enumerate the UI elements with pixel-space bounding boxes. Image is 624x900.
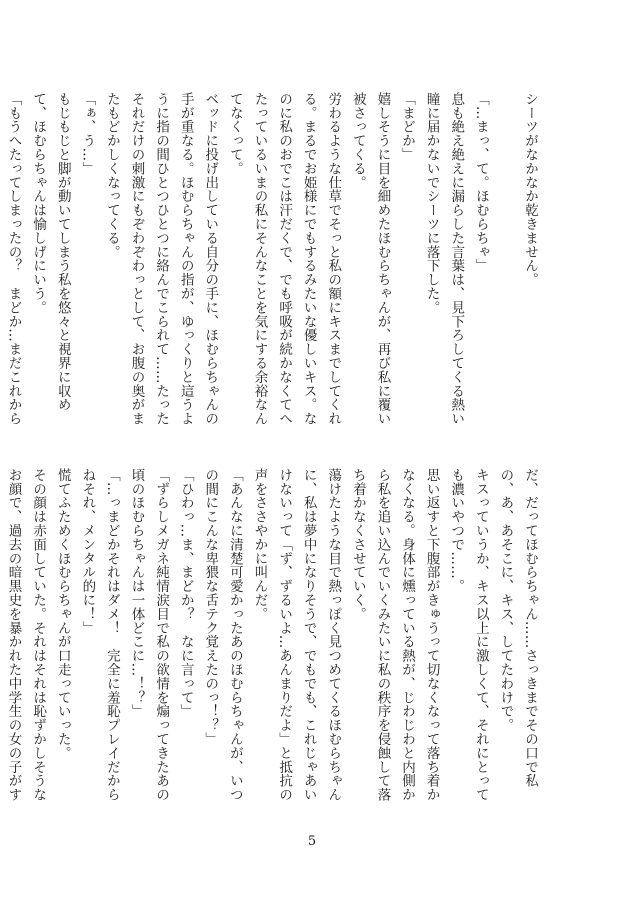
lower-paragraph: 慌てふためくほむらちゃんが口走っていった。 [54, 468, 71, 760]
lower-paragraph: 思い返すと下腹部がきゅうって切なくなって落ち着かなくなる。身体に燻っている熱が、じわじわと内側から私を追い込んでいくみたいに私の秩序を侵蝕して落ち着かなくさせていく。 [349, 468, 440, 802]
upper-paragraph: 「もうへたってしまったの？ まどか…まだこれから [5, 92, 22, 426]
upper-text-band [5, 92, 542, 430]
upper-paragraph: 息も絶え絶えに漏らした言葉は、見下ろしてくる熱い瞳に届かないでシーツに落下した。 [423, 92, 465, 426]
lower-paragraph: 「ずらしメガネ純情涙目で私の欲情を煽ってきたあの頃のほむらちゃんは一体どこに…！？」 [128, 468, 170, 802]
lower-paragraph: 蕩けたような目で熱っぽく見つめてくるほむらちゃんに、私は夢中になりそうで、でもでも、これじゃあいけないって「ず、ずるいよ…あんまりだよ」と抵抗の声をささやかに叫んだ。 [251, 468, 342, 802]
upper-paragraph: 「まどか」 [399, 92, 416, 162]
upper-paragraph [493, 92, 518, 430]
upper-paragraph: シーツがなかなか乾きません。 [522, 92, 538, 287]
lower-paragraph: 「…っまどかそれはダメ！ 完全に羞恥プレイだからねそれ、メンタル的に！」 [79, 468, 120, 802]
upper-paragraph: ベッドに投げ出している自分の手に、ほむらちゃんの手が重なる。ほむらちゃんの指が、ゆっくりと這うように指の間ひとつひとつに絡んでこられて……たったそれだけの刺激にもぞわぞわっとして、お腹の奥がまたもどかしくなってくる。 [103, 92, 219, 426]
lower-paragraph: キスっていうか、キス以上に激しくて、それにとっても濃いやつで……。 [448, 468, 489, 802]
upper-paragraph: 「ぁ、う…」 [79, 92, 96, 176]
lower-paragraph: その顔は赤面していた。それはそれは恥ずかしそうなお顔で、過去の暗黒史を暴かれた中学生の女の子がす [5, 468, 47, 802]
lower-paragraph: 「あんなに清楚可愛かったあのほむらちゃんが、いつの間にこんな卑猥な舌テク覚えたのっ！？」 [202, 468, 243, 802]
page-number: 5 [307, 834, 317, 849]
lower-paragraph: だ、だってほむらちゃん……さっきまでその口で私の、あ、あそこに、キス、してたわけで。 [497, 468, 538, 788]
lower-text-band [5, 468, 542, 806]
upper-paragraph: 「…まっ、て。ほむらちゃ」 [472, 92, 489, 273]
upper-paragraph: 嬉しそうに目を細めたほむらちゃんが、再び私に覆い被さってくる。 [349, 92, 391, 426]
upper-paragraph: もじもじと脚が動いてしまう私を悠々と視界に収めて、ほむらちゃんは愉しげにいう。 [30, 92, 71, 412]
lower-paragraph: 「ひわっ…ま、まどか？ なに言って」 [177, 468, 194, 719]
upper-paragraph: 労わるような仕草でそっと私の額にキスまでしてくれる。まるでお姫様にでもするみたいな優しいキス。なのに私のおでこは汗だくで、でも呼吸が続かなくてへたっているいまの私にそんなことを気にする余裕なんてなくって。 [226, 92, 342, 426]
